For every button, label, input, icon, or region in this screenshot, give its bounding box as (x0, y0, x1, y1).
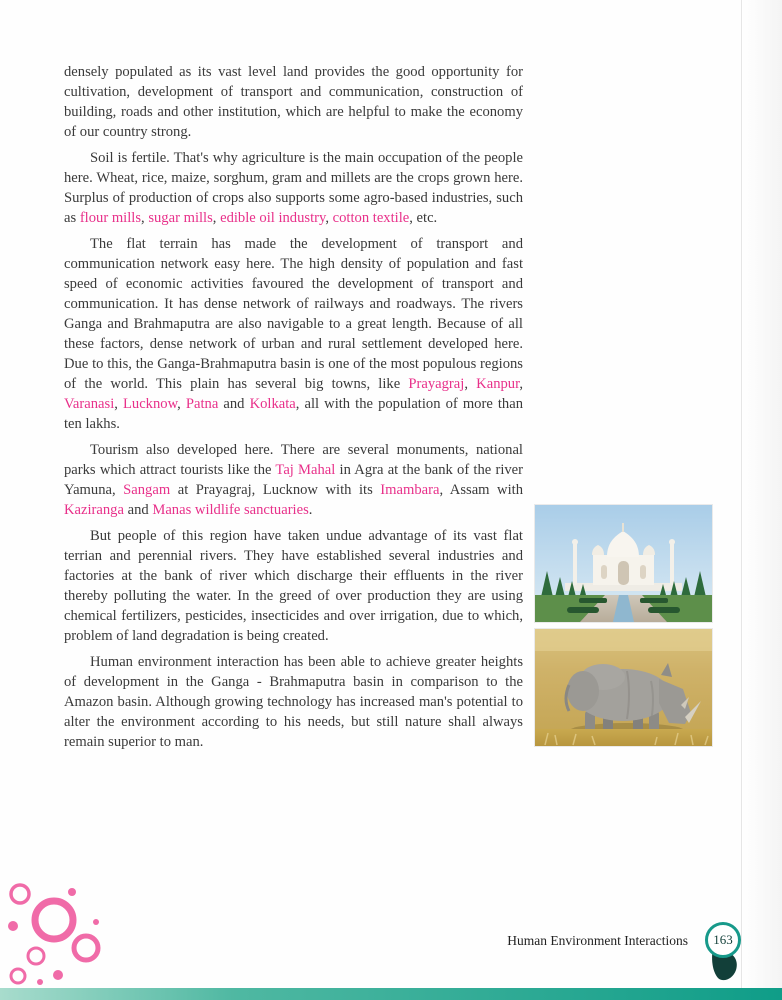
taj-mahal-illustration (535, 505, 712, 622)
taj-mahal-photo (535, 505, 712, 622)
highlighted-term: flour mills (79, 210, 142, 226)
body-text: , all with the population of more than ten lakhs. (64, 396, 524, 432)
paragraph (64, 440, 523, 520)
highlighted-term: sugar mills (148, 210, 213, 226)
paragraph (64, 652, 523, 752)
highlighted-term: Patna (185, 396, 219, 412)
body-text: Soil is fertile. That's why agriculture is the main occupation of the people here. Wheat, rice, maize, sorghum, gram and millets are the crops grown here. Surplus of production of crops also supports some agro-based industries, such as (64, 150, 523, 226)
highlighted-term: cotton textile (332, 210, 410, 226)
highlighted-term: Manas wildlife sanctuaries (152, 502, 309, 518)
body-text: Human environment interaction has been able to achieve greater heights of development in the Ganga - Brahmaputra basin in comparison to the Amazon basin. Although growing technology has increased man's potential to alter the environment according to his needs, but still nature shall always remain superior to man. (64, 654, 523, 750)
highlighted-term: Kanpur (476, 376, 520, 392)
body-text: in Agra at the bank of the river Yamuna, (64, 462, 524, 498)
body-text: The flat terrain has made the development of transport and communication network easy here. The high density of population and fast speed of economic activities favoured the development of transport and communication. It has dense network of railways and roadways. The rivers Ganga and Brahmaputra are also navigable to a great length. Because of all these factors, dense network of urban and rural settlement developed here. Due to this, the Ganga-Brahmaputra basin is one of the most populous regions of the world. This plain has several big towns, like (64, 236, 523, 392)
body-text: , (519, 376, 524, 392)
paragraph (64, 526, 523, 646)
bottom-accent-bar (0, 988, 782, 1000)
body-text: , (325, 210, 333, 226)
body-text: , (141, 210, 149, 226)
paragraph (64, 62, 523, 142)
highlighted-term: Imambara (380, 482, 440, 498)
page-number: 163 (713, 932, 733, 947)
paragraph (64, 148, 523, 228)
page-number-badge (705, 922, 741, 958)
body-text: and (218, 396, 250, 412)
body-text: Tourism also developed here. There are several monuments, national parks which attract tourists like the (64, 442, 523, 478)
highlighted-term: Taj Mahal (275, 462, 336, 478)
decorative-circles (6, 882, 116, 992)
highlighted-term: Sangam (123, 482, 171, 498)
highlighted-term: Varanasi (64, 396, 115, 412)
body-text: at Prayagraj, Lucknow with its (170, 482, 381, 498)
body-text: and (123, 502, 153, 518)
highlighted-term: Prayagraj (408, 376, 465, 392)
page-edge-shading (742, 0, 782, 1000)
highlighted-term: Kaziranga (64, 502, 124, 518)
rhino-illustration (535, 629, 712, 746)
highlighted-term: Lucknow (122, 396, 178, 412)
body-text: . (308, 502, 313, 518)
paragraph (64, 234, 523, 434)
page-edge-line (741, 0, 742, 1000)
body-text: , Assam with (439, 482, 523, 498)
body-text: , etc. (409, 210, 438, 226)
body-text: , (177, 396, 186, 412)
body-text: But people of this region have taken undue advantage of its vast flat terrian and perennial rivers. They have established several industries and factories at the bank of river which discharge their effluents in the river thereby polluting the water. In the greed of over production they are using chemical fertilizers, pesticides, insecticides and over irrigation, due to which, problem of land degradation is being created. (64, 528, 523, 644)
body-text: densely populated as its vast level land provides the good opportunity for cultivation, development of transport and communication, construction of building, roads and other institution, which are helpful to make the economy of our country strong. (64, 64, 523, 140)
text-column (64, 62, 523, 758)
body-text: , (114, 396, 123, 412)
footer-chapter-title: Human Environment Interactions (507, 933, 688, 948)
rhino-photo (535, 629, 712, 746)
body-text: , (212, 210, 221, 226)
highlighted-term: edible oil industry (220, 210, 326, 226)
highlighted-term: Kolkata (249, 396, 296, 412)
body-text: , (464, 376, 477, 392)
